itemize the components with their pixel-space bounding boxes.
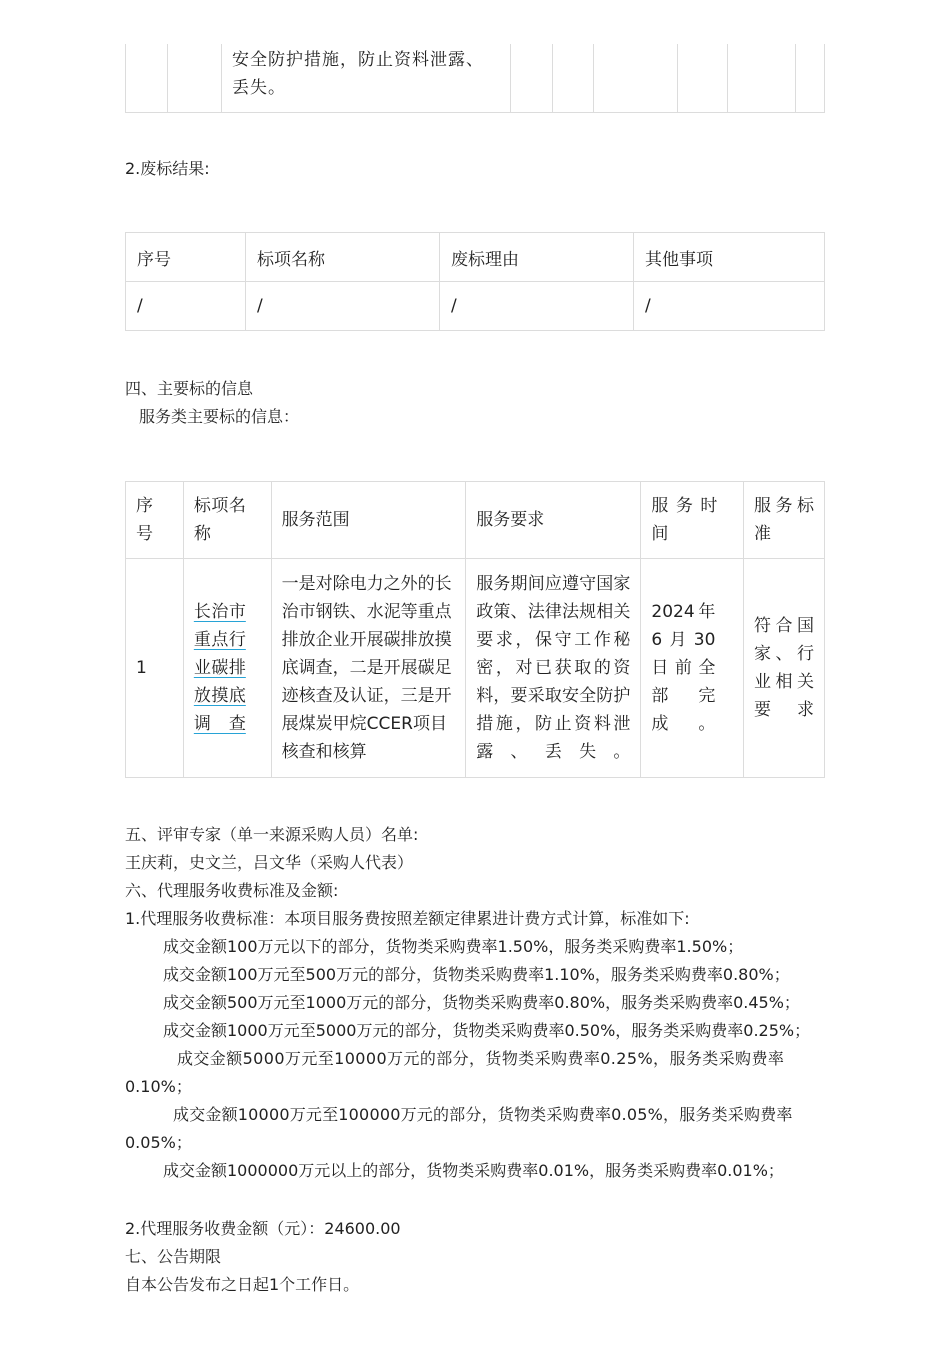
fee-rate-line-cont: 0.05%； bbox=[125, 1133, 192, 1152]
fee-rate-line: 成交金额5000万元至10000万元的部分，货物类采购费率0.25%，服务类采购费率 bbox=[177, 1049, 785, 1068]
section5-title: 五、评审专家（单一来源采购人员）名单: bbox=[125, 825, 419, 844]
header-cell: 标项名称 bbox=[246, 233, 440, 282]
failed-bid-table bbox=[125, 232, 825, 331]
header-time: 服务时间 bbox=[641, 482, 744, 559]
header-std: 服务标准 bbox=[744, 482, 825, 559]
fee-rate-line: 成交金额1000万元至5000万元的部分，货物类采购费率0.50%，服务类采购费率0.25%； bbox=[163, 1021, 811, 1040]
main-item-table bbox=[125, 481, 825, 778]
table-header-row bbox=[126, 482, 825, 559]
header-no: 序号 bbox=[126, 482, 184, 559]
expert-names: 王庆莉，史文兰，吕文华（采购人代表） bbox=[125, 853, 414, 872]
row-time: 2024年6月30日前全部完成。 bbox=[641, 559, 744, 778]
header-scope: 服务范围 bbox=[271, 482, 466, 559]
row-no: 1 bbox=[126, 559, 184, 778]
table-cell: / bbox=[634, 282, 825, 331]
table-cell: / bbox=[440, 282, 634, 331]
row-std: 符合国家、行业相关要求 bbox=[744, 559, 825, 778]
table-cell: / bbox=[246, 282, 440, 331]
fee-rate-line: 成交金额500万元至1000万元的部分，货物类采购费率0.80%，服务类采购费率0.45%； bbox=[163, 993, 800, 1012]
row-req: 服务期间应遵守国家政策、法律法规相关要求，保守工作秘密，对已获取的资料，要采取安全防护措施，防止资料泄露、丢失。 bbox=[466, 559, 641, 778]
fee-rate-line: 成交金额10000万元至100000万元的部分，货物类采购费率0.05%，服务类采购费率 bbox=[173, 1105, 793, 1124]
header-cell: 废标理由 bbox=[440, 233, 634, 282]
section4-subtitle: 服务类主要标的信息： bbox=[139, 407, 300, 426]
fee-rate-line-cont: 0.10%； bbox=[125, 1077, 192, 1096]
prev-page-table-tail bbox=[125, 44, 825, 113]
table-header-row bbox=[126, 233, 825, 282]
table-row bbox=[126, 282, 825, 331]
row-name-cell bbox=[183, 559, 271, 778]
row-scope: 一是对除电力之外的长治市钢铁、水泥等重点排放企业开展碳排放摸底调查，二是开展碳足迹核查及认证，三是开展煤炭甲烷CCER项目核查和核算 bbox=[271, 559, 466, 778]
section4-title: 四、主要标的信息 bbox=[125, 379, 254, 398]
item-name-link[interactable]: 长治市重点行业碳排放摸底调查 bbox=[193, 602, 246, 734]
section7-title: 七、公告期限 bbox=[125, 1247, 222, 1266]
fee-rate-line: 成交金额1000000万元以上的部分，货物类采购费率0.01%，服务类采购费率0.01%； bbox=[163, 1161, 784, 1180]
header-cell: 序号 bbox=[126, 233, 246, 282]
fee-rate-line: 成交金额100万元以下的部分，货物类采购费率1.50%，服务类采购费率1.50%； bbox=[163, 937, 744, 956]
notice-period: 自本公告发布之日起1个工作日。 bbox=[125, 1275, 360, 1294]
header-req: 服务要求 bbox=[466, 482, 641, 559]
fee-standard-title: 1.代理服务收费标准：本项目服务费按照差额定律累进计费方式计算，标准如下: bbox=[125, 909, 690, 928]
fee-amount: 2.代理服务收费金额（元）：24600.00 bbox=[125, 1219, 401, 1238]
header-name: 标项名称 bbox=[183, 482, 271, 559]
table-cell: / bbox=[126, 282, 246, 331]
table-row bbox=[126, 559, 825, 778]
header-cell: 其他事项 bbox=[634, 233, 825, 282]
table-cell-text: 安全防护措施，防止资料泄露、丢失。 bbox=[222, 44, 511, 113]
failed-bid-title: 2.废标结果: bbox=[125, 159, 210, 178]
fee-rate-line: 成交金额100万元至500万元的部分，货物类采购费率1.10%，服务类采购费率0.80%； bbox=[163, 965, 790, 984]
section6-title: 六、代理服务收费标准及金额: bbox=[125, 881, 339, 900]
